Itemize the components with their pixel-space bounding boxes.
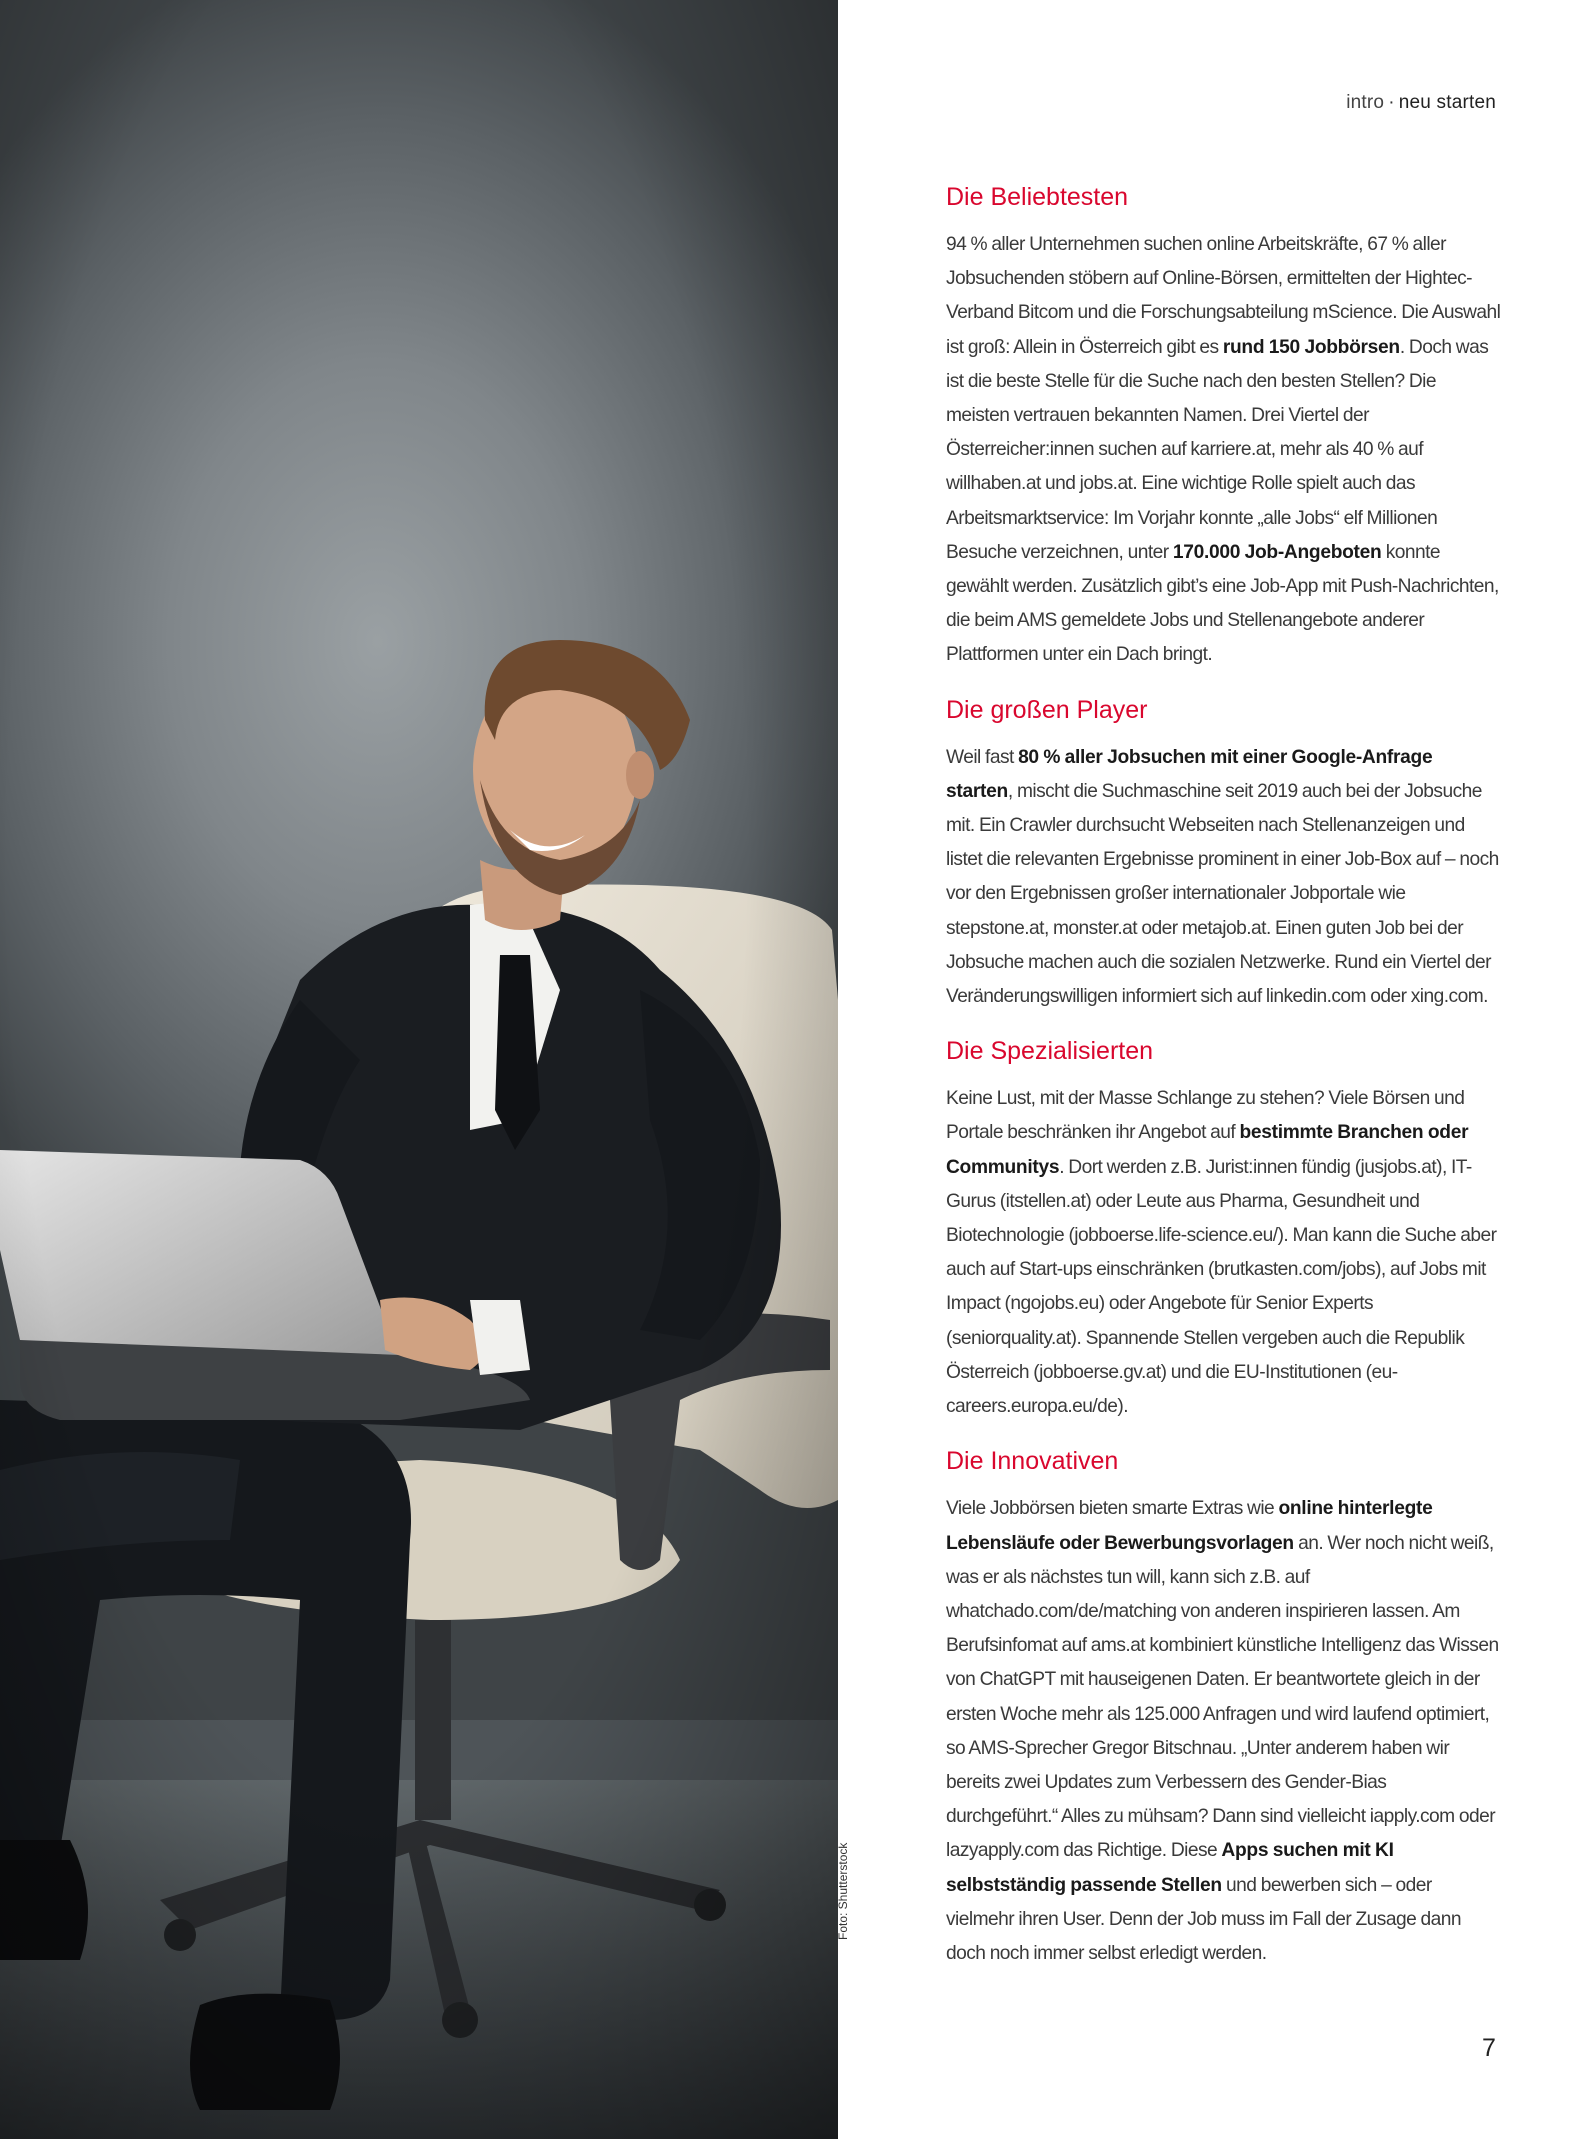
section-paragraph xyxy=(946,741,1501,1015)
page-number: 7 xyxy=(1482,2034,1496,2062)
article-body xyxy=(946,180,1501,1991)
body-text: konnte gewählt werden. Zusätzlich gibt’s eine Job-App mit Push-Nachrichten, die beim AMS gemeldete Jobs und Stellenangebote anderer Plattformen unter ein Dach bringt. xyxy=(946,541,1499,666)
section-spezialisierten xyxy=(946,1034,1501,1424)
section-paragraph xyxy=(946,228,1501,673)
body-text: . Doch was ist die beste Stelle für die Suche nach den besten Stellen? Die meisten vertrauen bekannten Namen. Drei Viertel der Österreicher:innen suchen auf karriere.at, mehr als 40 % auf willhaben.at und jobs.at. Eine wichtige Rolle spielt auch das Arbeitsmarktservice: Im Vorjahr konnte „alle Jobs“ elf Millionen Besuche verzeichnen, unter xyxy=(946,336,1489,563)
emphasis-text: online hinterlegte Lebensläufe oder Bewerbungsvorlagen xyxy=(946,1498,1433,1554)
body-text: . Dort werden z.B. Jurist:innen fündig (jusjobs.at), IT-Gurus (itstellen.at) oder Leute aus Pharma, Gesundheit und Biotechnologie (jobboerse.life-science.eu/). Man kann die Suche aber auch auf Start-ups einschränken (brutkasten.com/jobs), auf Jobs mit Impact (ngojobs.eu) oder Angebote für Senior Experts (seniorquality.at). Spannende Stellen vergeben auch die Republik Österreich (jobboerse.gv.at) und die EU-Institutionen (eu-careers.europa.eu/de). xyxy=(946,1156,1497,1418)
section-heading: Die Spezialisierten xyxy=(946,1037,1154,1066)
section-heading: Die Beliebtesten xyxy=(946,183,1129,211)
topic-label: neu starten xyxy=(1398,92,1496,113)
section-innovativen xyxy=(946,1444,1501,1971)
body-text: an. Wer noch nicht weiß, was er als nächstes tun will, kann sich z.B. auf whatchado.com/de/matching von anderen inspirieren lassen. Am Berufsinfomat auf ams.at kombiniert künstliche Intelligenz das Wissen von ChatGPT mit hauseigenen Daten. Er beantwortete gleich in der ersten Woche mehr als 125.000 Anfragen und wird laufend optimiert, so AMS-Sprecher Gregor Bitschnau. „Unter anderem haben wir bereits zwei Updates zum Verbessern des Gender-Bias durchgeführt.“ Alles zu mühsam? Dann sind vielleicht iapply.com oder lazyapply.com das Richtige. Diese xyxy=(946,1532,1499,1862)
emphasis-text: bestimmte Branchen oder Communitys xyxy=(946,1122,1469,1178)
section-separator: · xyxy=(1388,92,1395,113)
emphasis-text: 170.000 Job-Angeboten xyxy=(1172,541,1382,563)
photo-credit: Foto: Shutterstock xyxy=(836,1842,850,1940)
section-tag xyxy=(1346,92,1496,114)
body-text: Keine Lust, mit der Masse Schlange zu stehen? Viele Börsen und Portale beschränken ihr Angebot auf xyxy=(946,1088,1465,1144)
section-paragraph xyxy=(946,1082,1501,1424)
body-text: und bewerben sich – oder vielmehr ihren User. Denn der Job muss im Fall der Zusage dann doch noch immer selbst erledigt werden. xyxy=(946,1874,1461,1964)
emphasis-text: Apps suchen mit KI selbstständig passende Stellen xyxy=(946,1840,1394,1896)
body-text: Viele Jobbörsen bieten smarte Extras wie xyxy=(946,1498,1279,1520)
section-paragraph xyxy=(946,1492,1501,1971)
body-text: Weil fast xyxy=(946,746,1019,768)
section-beliebtesten xyxy=(946,180,1501,673)
emphasis-text: rund 150 Jobbörsen xyxy=(1222,336,1400,358)
section-heading: Die großen Player xyxy=(946,695,1148,724)
emphasis-text: 80 % aller Jobsuchen mit einer Google-Anfrage starten xyxy=(946,746,1433,802)
section-label: intro xyxy=(1346,92,1385,113)
section-grosse-player xyxy=(946,693,1501,1015)
section-heading: Die Innovativen xyxy=(946,1447,1119,1476)
body-text: , mischt die Suchmaschine seit 2019 auch bei der Jobsuche mit. Ein Crawler durchsucht Webseiten nach Stellenanzeigen und listet die relevanten Ergebnisse prominent in einer Job-Box auf – noch vor den Ergebnissen großer internationaler Jobportale wie stepstone.at, monster.at oder metajob.at. Einen guten Job bei der Jobsuche machen auch die sozialen Netzwerke. Rund ein Viertel der Veränderungswilligen informiert sich auf linkedin.com oder xing.com. xyxy=(946,780,1499,1008)
body-text: 94 % aller Unternehmen suchen online Arbeitskräfte, 67 % aller Jobsuchenden stöbern auf Online-Börsen, ermittelten der Hightec-Verband Bitcom und die Forschungsabteilung mScience. Die Auswahl ist groß: Allein in Österreich gibt es xyxy=(946,234,1501,358)
